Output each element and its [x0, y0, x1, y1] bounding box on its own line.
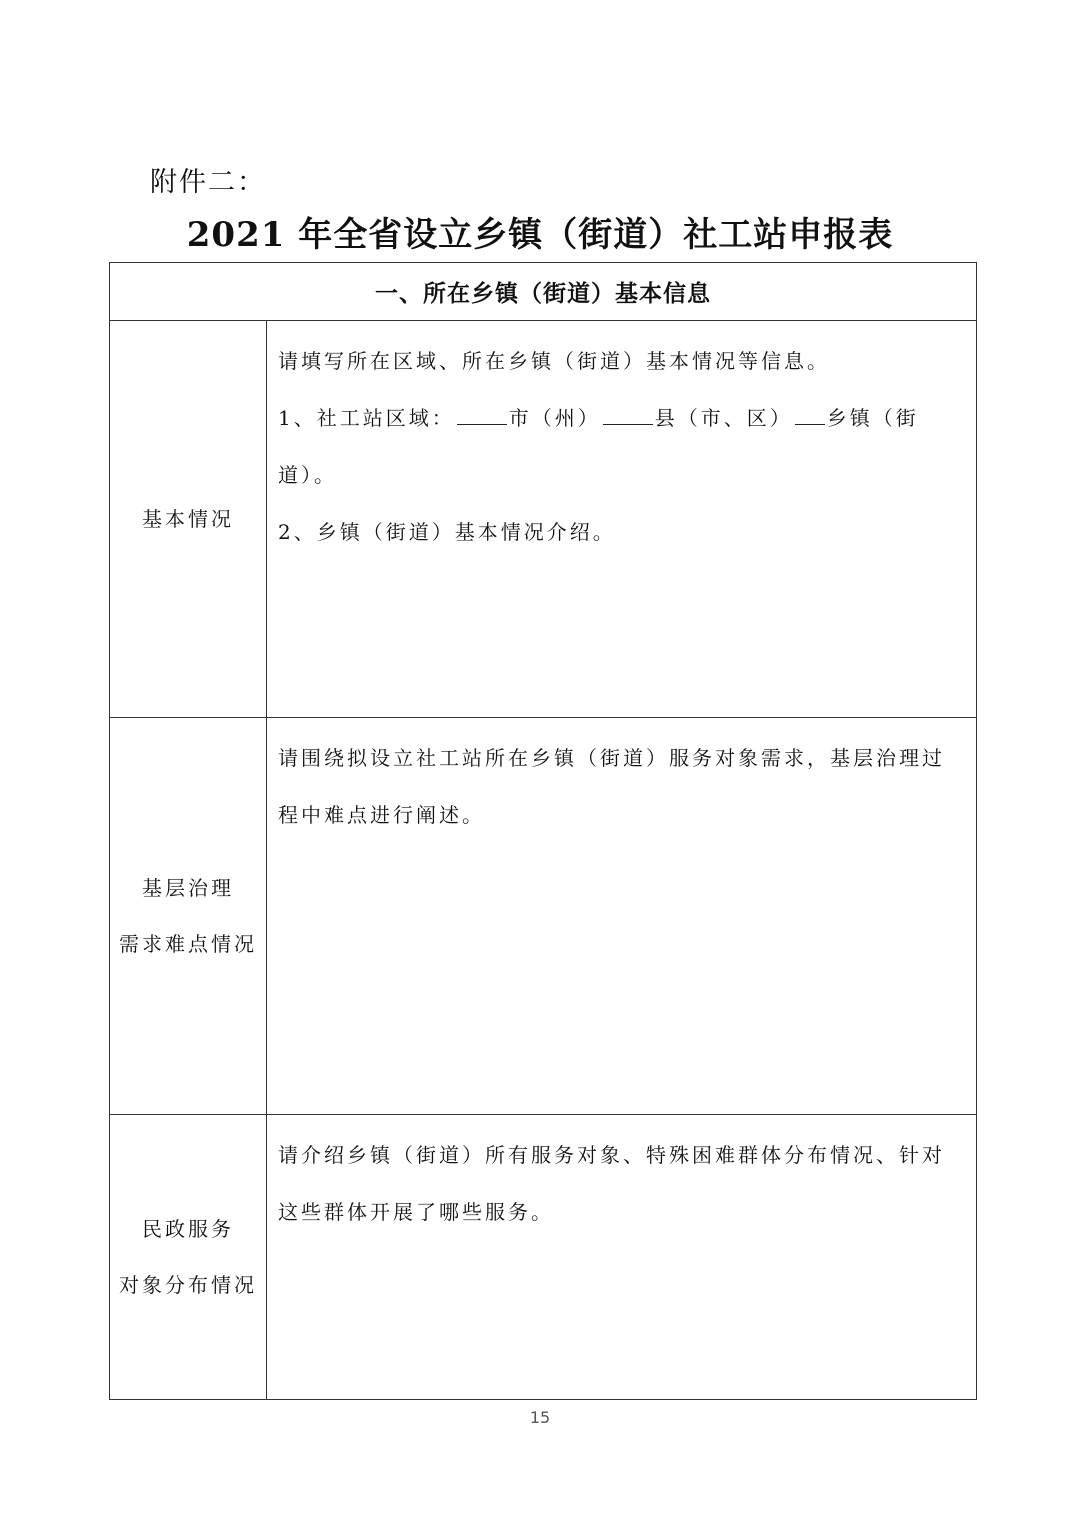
row-label-line: 基本情况 — [142, 507, 234, 531]
basic-info-field[interactable] — [267, 321, 977, 718]
row-label-governance-needs — [110, 718, 267, 1115]
town-suffix: 乡镇（街道）。 — [278, 406, 919, 487]
county-suffix: 县（市、区） — [654, 406, 793, 430]
governance-needs-instruction: 请围绕拟设立社工站所在乡镇（街道）服务对象需求，基层治理过程中难点进行阐述。 — [278, 746, 945, 827]
document-title: 2021 年全省设立乡镇（街道）社工站申报表 — [186, 215, 894, 255]
page-number: 15 — [529, 1408, 551, 1427]
service-distribution-field[interactable] — [267, 1115, 977, 1400]
town-blank[interactable] — [795, 402, 825, 425]
row-label-line: 民政服务 — [142, 1217, 234, 1241]
row-label-line: 对象分布情况 — [119, 1273, 257, 1297]
row-label-line: 基层治理 — [142, 876, 234, 900]
region-line — [278, 390, 966, 504]
row-label-basic-info — [110, 321, 267, 718]
service-distribution-instruction: 请介绍乡镇（街道）所有服务对象、特殊困难群体分布情况、针对这些群体开展了哪些服务。 — [278, 1143, 945, 1224]
city-blank[interactable] — [457, 402, 507, 425]
attachment-label: 附件二： — [150, 167, 266, 198]
governance-needs-field[interactable] — [267, 718, 977, 1115]
city-suffix: 市（州） — [508, 406, 601, 430]
row-label-line: 需求难点情况 — [119, 932, 257, 956]
town-intro-item: 2、乡镇（街道）基本情况介绍。 — [278, 520, 616, 544]
section-heading: 一、所在乡镇（街道）基本信息 — [110, 263, 977, 321]
county-blank[interactable] — [603, 402, 653, 425]
region-prefix: 1、社工站区域： — [278, 406, 455, 430]
application-form-table — [109, 262, 977, 1400]
basic-info-instruction: 请填写所在区域、所在乡镇（街道）基本情况等信息。 — [278, 349, 830, 373]
row-label-service-distribution — [110, 1115, 267, 1400]
